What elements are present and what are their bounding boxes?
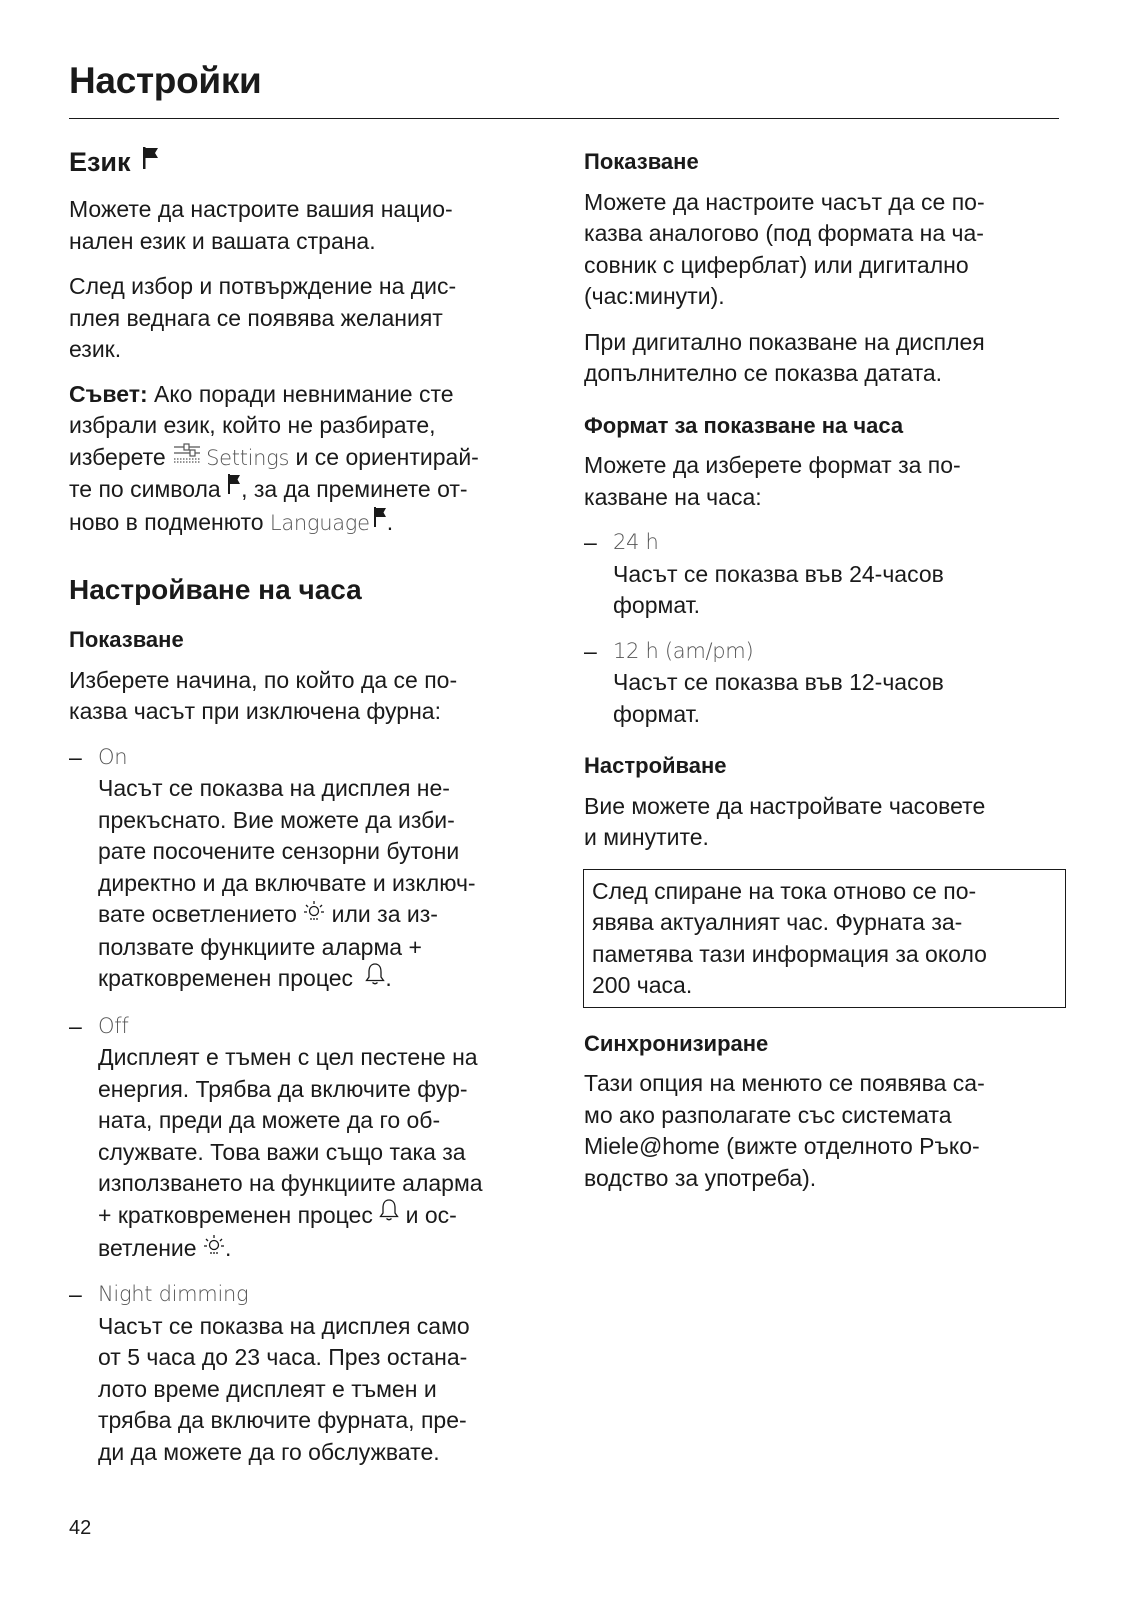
text-line: Часът се показва във 12-часов (613, 669, 944, 696)
option-24h (584, 527, 1066, 622)
text-line: Miele@home (вижте отделното Ръко- (584, 1133, 980, 1160)
text-line: Можете да изберете формат за по- (584, 452, 961, 479)
text-line: След спиране на тока отново се по- (592, 877, 977, 904)
text-line: допълнително се показва датата. (584, 360, 943, 387)
text-line: енергия. Трябва да включите фур- (98, 1075, 468, 1102)
text-line: ползвате функциите аларма + (98, 933, 422, 960)
text-line: трябва да включите фурната, пре- (98, 1407, 467, 1434)
option-night-dimming-label: Night dimming (98, 1282, 249, 1307)
tip-line (69, 379, 554, 411)
dash-bullet: – (584, 529, 597, 556)
settings-menu-label: Settings (206, 445, 290, 470)
settings-sliders-icon (172, 441, 202, 473)
text-line (98, 963, 554, 996)
language-tip (69, 379, 554, 540)
option-12h-label: 12 h (am/pm) (613, 638, 754, 663)
text-span: . (386, 508, 394, 535)
tip-line (69, 507, 554, 540)
language-menu-label: Language (269, 510, 370, 535)
text-line: избрали език, който не разбирате, (69, 412, 436, 439)
option-12h (584, 636, 1066, 731)
text-span: вате осветлението (98, 901, 304, 928)
text-span: . (385, 965, 392, 992)
tip-line (69, 442, 554, 475)
flag-icon (227, 472, 241, 504)
text-line: казване на часа: (584, 483, 762, 510)
text-line: мо ако разполагате със системата (584, 1101, 952, 1128)
text-line: Часът се показва във 24-часов (613, 560, 944, 587)
text-line: лото време дисплеят е тъмен и (98, 1375, 437, 1402)
text-span: и ос- (399, 1201, 457, 1228)
text-line: служвате. Това важи също така за (98, 1138, 466, 1165)
display-heading: Показване (584, 149, 699, 174)
flag-icon (142, 145, 160, 177)
time-format-intro (584, 450, 1066, 513)
text-line (98, 1233, 554, 1266)
text-line: използването на функциите аларма (98, 1170, 483, 1197)
text-line: паметява тази информация за около (592, 940, 987, 967)
light-bulb-icon (303, 898, 325, 930)
bell-icon (365, 962, 385, 995)
text-span: + кратковременен процес (98, 1201, 380, 1228)
page-header (69, 62, 1059, 99)
option-on (69, 742, 554, 997)
text-line: казва часът при изключена фурна: (69, 698, 441, 725)
text-line: език. (69, 336, 122, 363)
text-line (98, 1200, 554, 1233)
language-heading (69, 146, 554, 180)
language-confirm-text (69, 271, 554, 366)
text-span: изберете (69, 443, 173, 470)
text-span: , за да преминете от- (241, 476, 468, 503)
text-span: или за из- (325, 901, 438, 928)
text-line: Можете да настроите вашия нацио- (69, 196, 453, 223)
page-title: Настройки (69, 60, 262, 101)
text-line: Дисплеят е тъмен с цел пестене на (98, 1044, 478, 1071)
text-span: те по символа (69, 476, 228, 503)
display-description (584, 187, 1066, 313)
text-line: След избор и потвърждение на дис- (69, 273, 457, 300)
option-24h-label: 24 h (613, 530, 659, 555)
text-line: и минутите. (584, 824, 709, 851)
text-line: ната, преди да можете да го об- (98, 1107, 441, 1134)
text-line: совник с циферблат) или дигитално (584, 251, 969, 278)
text-line: формат. (613, 700, 700, 727)
text-line: плея веднага се появява желаният (69, 304, 443, 331)
text-line: явява актуалният час. Фурната за- (592, 909, 963, 936)
text-line: (час:минути). (584, 283, 725, 310)
bell-icon (379, 1198, 399, 1231)
flag-icon (373, 505, 387, 537)
dash-bullet: – (69, 1012, 82, 1039)
dash-bullet: – (69, 1281, 82, 1308)
page-number: 42 (69, 1517, 92, 1539)
text-line: Часът се показва на дисплея не- (98, 775, 450, 802)
text-line: Изберете начина, по който да се по- (69, 666, 458, 693)
tip-line (69, 474, 554, 507)
display-intro (69, 665, 554, 728)
adjust-description (584, 791, 1066, 854)
text-line: казва аналогово (под формата на ча- (584, 220, 984, 247)
language-heading-text: Език (69, 147, 131, 177)
option-off-label: Off (98, 1013, 129, 1038)
text-span: и се ориентирай- (289, 443, 479, 470)
text-span: . (224, 1234, 232, 1261)
text-line (98, 899, 554, 932)
text-line: Часът се показва на дисплея само (98, 1312, 470, 1339)
option-off (69, 1011, 554, 1266)
light-bulb-icon (203, 1232, 225, 1264)
text-line: от 5 часа до 23 часа. През остана- (98, 1344, 468, 1371)
text-line: 200 часа. (592, 972, 693, 999)
text-line: Можете да настроите часът да се по- (584, 188, 985, 215)
text-span: ново в подменюто (69, 508, 270, 535)
text-line: формат. (613, 592, 700, 619)
display-date-note (584, 327, 1066, 390)
language-intro (69, 194, 554, 257)
display-subheading: Показване (69, 627, 184, 653)
adjust-heading: Настройване (584, 753, 727, 779)
tip-label: Съвет: (69, 380, 148, 407)
sync-heading: Синхронизиране (584, 1030, 769, 1056)
text-line: прекъснато. Вие можете да изби- (98, 806, 455, 833)
text-line: нален език и вашата страна. (69, 227, 376, 254)
option-night-dimming (69, 1279, 554, 1468)
text-line: Вие можете да настройвате часовете (584, 792, 986, 819)
text-line: Тази опция на менюто се появява са- (584, 1070, 985, 1097)
dash-bullet: – (69, 743, 82, 770)
time-setting-heading: Настройване на часа (69, 573, 362, 605)
option-on-label: On (98, 744, 128, 769)
title-divider (69, 118, 1059, 119)
power-failure-note (583, 869, 1066, 1008)
text-span: кратковременен процес (98, 965, 360, 992)
text-span: Ако поради невнимание сте (147, 380, 454, 407)
dash-bullet: – (584, 637, 597, 664)
text-line: водство за употреба). (584, 1164, 817, 1191)
text-line: При дигитално показване на дисплея (584, 328, 985, 355)
text-line: ди да можете да го обслужвате. (98, 1438, 440, 1465)
time-format-heading: Формат за показване на часа (584, 412, 904, 438)
text-span: ветление (98, 1234, 203, 1261)
sync-description (584, 1068, 1066, 1194)
left-column (69, 142, 554, 1468)
text-line: рате посочените сензорни бутони (98, 838, 460, 865)
text-line: директно и да включвате и изключ- (98, 869, 476, 896)
right-column (584, 142, 1066, 1194)
